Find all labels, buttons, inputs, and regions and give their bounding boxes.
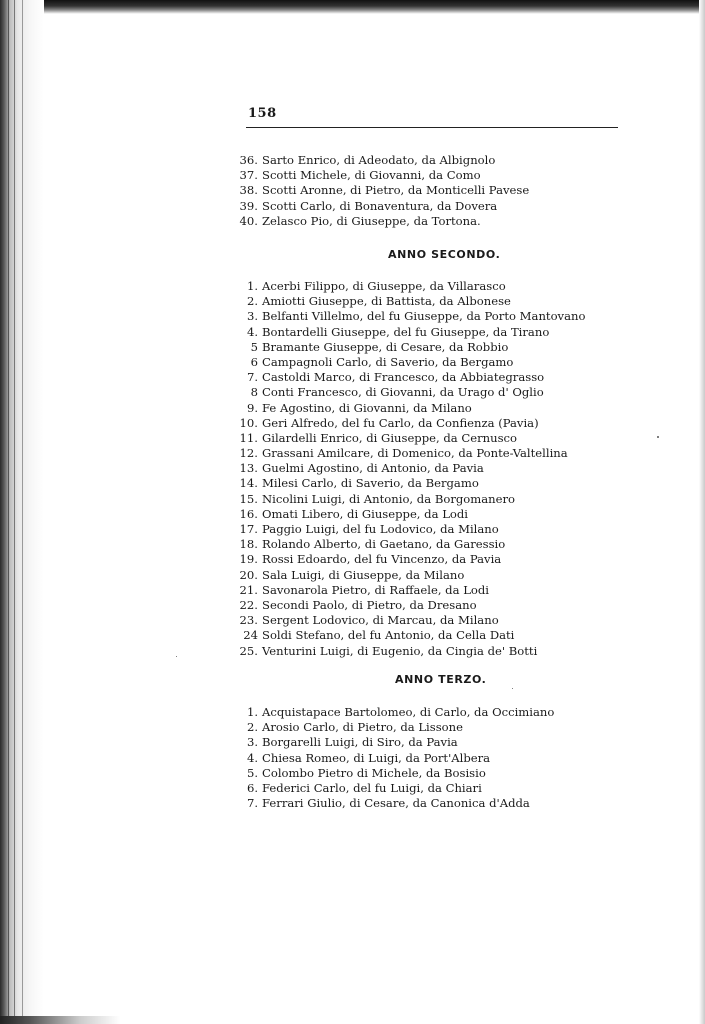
item-text: Savonarola Pietro, di Raffaele, da Lodi: [262, 582, 490, 597]
header-rule: [246, 127, 618, 128]
list-item: [226, 199, 529, 214]
list-item: [226, 598, 585, 613]
item-number: 17.: [239, 522, 258, 536]
item-text: Zelasco Pio, di Giuseppe, da Tortona.: [262, 213, 481, 228]
list-item: [226, 568, 585, 583]
list-item: [226, 613, 585, 628]
item-number: 40.: [239, 213, 258, 228]
item-number: 2.: [246, 294, 258, 309]
second-year-list: [226, 279, 585, 659]
item-text: Acerbi Filippo, di Giuseppe, da Villarasco: [262, 279, 506, 293]
item-number: 11.: [239, 430, 258, 445]
item-text: Milesi Carlo, di Saverio, da Bergamo: [262, 476, 479, 491]
item-number: 2.: [246, 720, 258, 735]
list-item: [226, 644, 585, 659]
item-text: Conti Francesco, di Giovanni, da Urago d' Oglio: [262, 385, 544, 400]
item-text: Bontardelli Giuseppe, del fu Giuseppe, da Tirano: [262, 324, 550, 339]
scan-top-edge: [0, 0, 705, 14]
item-number: 36.: [239, 153, 258, 167]
item-text: Grassani Amilcare, di Domenico, da Ponte-Valtellina: [262, 446, 568, 461]
list-item: [226, 279, 585, 294]
item-text: Omati Libero, di Giuseppe, da Lodi: [262, 506, 469, 521]
item-number: 8: [250, 385, 258, 400]
item-number: 37.: [239, 168, 258, 183]
list-item: [226, 309, 585, 324]
list-item: [226, 583, 585, 598]
item-text: Nicolini Luigi, di Antonio, da Borgomanero: [262, 491, 516, 506]
list-item: [226, 461, 585, 476]
item-text: Paggio Luigi, del fu Lodovico, da Milano: [262, 522, 499, 536]
scan-bottom-edge: [0, 1016, 120, 1024]
item-number: 39.: [239, 198, 258, 213]
item-number: 10.: [239, 415, 258, 430]
list-item: [226, 720, 554, 735]
list-item: [226, 552, 585, 567]
item-number: 25.: [239, 643, 258, 658]
item-text: Venturini Luigi, di Eugenio, da Cingia de' Botti: [262, 643, 538, 658]
list-item: [226, 628, 585, 643]
item-text: Scotti Michele, di Giovanni, da Como: [262, 168, 481, 183]
list-item: [226, 431, 585, 446]
scan-speck: [512, 688, 513, 689]
list-item: [226, 385, 585, 400]
item-text: Bramante Giuseppe, di Cesare, da Robbio: [262, 339, 509, 354]
item-text: Sarto Enrico, di Adeodato, da Albignolo: [262, 153, 496, 167]
list-item: [226, 751, 554, 766]
section-heading-third-year: ANNO TERZO.: [395, 673, 487, 686]
item-text: Sala Luigi, di Giuseppe, da Milano: [262, 567, 465, 582]
item-number: 5.: [246, 765, 258, 780]
book-binding-edge: [0, 0, 44, 1024]
item-number: 21.: [239, 582, 258, 597]
list-item: [226, 476, 585, 491]
list-item: [226, 522, 585, 537]
list-item: [226, 537, 585, 552]
item-text: Chiesa Romeo, di Luigi, da Port'Albera: [262, 750, 491, 765]
list-item: [226, 168, 529, 183]
list-item: [226, 492, 585, 507]
item-text: Geri Alfredo, del fu Carlo, da Confienza (Pavia): [262, 415, 539, 430]
item-text: Scotti Aronne, di Pietro, da Monticelli Pavese: [262, 183, 530, 198]
item-text: Guelmi Agostino, di Antonio, da Pavia: [262, 461, 484, 476]
list-item: [226, 781, 554, 796]
list-item: [226, 705, 554, 720]
list-item: [226, 340, 585, 355]
item-number: 6.: [246, 780, 258, 795]
item-number: 1.: [246, 705, 258, 719]
page-number: 158: [248, 106, 277, 121]
item-number: 16.: [239, 506, 258, 521]
item-number: 4.: [246, 324, 258, 339]
item-number: 9.: [246, 400, 258, 415]
list-item: [226, 401, 585, 416]
item-text: Rolando Alberto, di Gaetano, da Garessio: [262, 537, 506, 552]
item-text: Rossi Edoardo, del fu Vincenzo, da Pavia: [262, 552, 502, 567]
item-text: Gilardelli Enrico, di Giuseppe, da Cernusco: [262, 430, 518, 445]
item-number: 7.: [246, 370, 258, 385]
item-number: 12.: [239, 446, 258, 461]
item-number: 24: [243, 628, 258, 643]
item-text: Amiotti Giuseppe, di Battista, da Albonese: [262, 294, 511, 309]
item-text: Scotti Carlo, di Bonaventura, da Dovera: [262, 198, 498, 213]
list-item: [226, 214, 529, 229]
item-text: Soldi Stefano, del fu Antonio, da Cella Dati: [262, 628, 515, 643]
item-text: Borgarelli Luigi, di Siro, da Pavia: [262, 735, 458, 750]
item-number: 3.: [246, 309, 258, 324]
item-text: Secondi Paolo, di Pietro, da Dresano: [262, 597, 477, 612]
item-text: Campagnoli Carlo, di Saverio, da Bergamo: [262, 354, 514, 369]
list-item: [226, 446, 585, 461]
item-text: Belfanti Villelmo, del fu Giuseppe, da Porto Mantovano: [262, 309, 586, 324]
item-number: 20.: [239, 567, 258, 582]
item-number: 23.: [239, 613, 258, 628]
item-number: 5: [250, 339, 258, 354]
third-year-list: [226, 705, 554, 811]
item-text: Colombo Pietro di Michele, da Bosisio: [262, 765, 486, 780]
list-item: [226, 153, 529, 168]
item-text: Sergent Lodovico, di Marcau, da Milano: [262, 613, 499, 628]
item-number: 13.: [239, 461, 258, 476]
item-number: 38.: [239, 183, 258, 198]
item-number: 7.: [246, 796, 258, 811]
item-text: Federici Carlo, del fu Luigi, da Chiari: [262, 780, 482, 795]
list-item: [226, 294, 585, 309]
scan-speck: [176, 656, 177, 657]
item-number: 6: [250, 354, 258, 369]
page-right-edge: [699, 0, 705, 1024]
list-item: [226, 325, 585, 340]
item-number: 15.: [239, 491, 258, 506]
item-number: 18.: [239, 537, 258, 552]
item-number: 19.: [239, 552, 258, 567]
list-item: [226, 507, 585, 522]
item-text: Fe Agostino, di Giovanni, da Milano: [262, 400, 472, 415]
item-number: 3.: [246, 735, 258, 750]
item-text: Ferrari Giulio, di Cesare, da Canonica d'Adda: [262, 796, 530, 811]
list-item: [226, 766, 554, 781]
list-item: [226, 796, 554, 811]
item-number: 4.: [246, 750, 258, 765]
list-item: [226, 183, 529, 198]
item-text: Castoldi Marco, di Francesco, da Abbiategrasso: [262, 370, 545, 385]
item-text: Acquistapace Bartolomeo, di Carlo, da Occimiano: [262, 705, 555, 719]
item-number: 14.: [239, 476, 258, 491]
first-year-continued-list: [226, 153, 529, 229]
list-item: [226, 416, 585, 431]
item-text: Arosio Carlo, di Pietro, da Lissone: [262, 720, 463, 735]
section-heading-second-year: ANNO SECONDO.: [388, 248, 501, 261]
item-number: 1.: [246, 279, 258, 293]
scan-speck: [657, 436, 659, 438]
list-item: [226, 370, 585, 385]
list-item: [226, 355, 585, 370]
list-item: [226, 735, 554, 750]
item-number: 22.: [239, 597, 258, 612]
